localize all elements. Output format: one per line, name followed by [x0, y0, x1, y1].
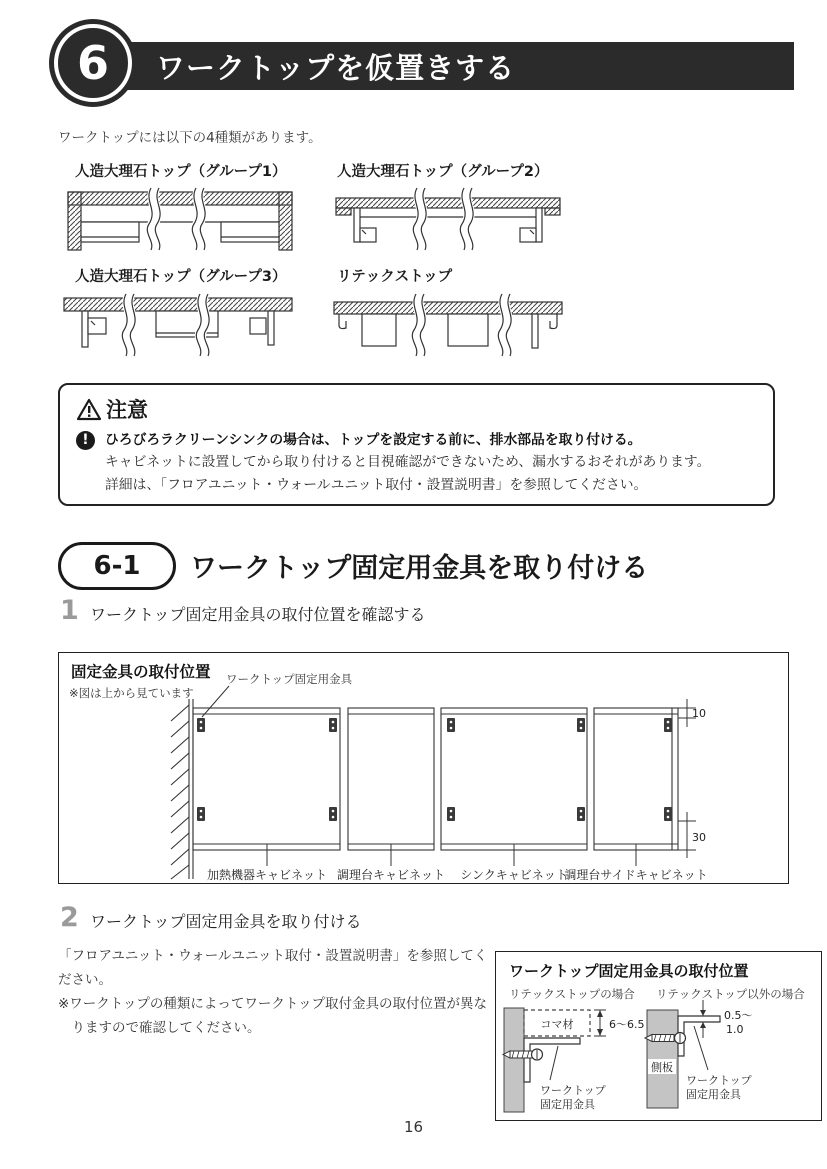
bracket-label-right-1: ワークトップ: [686, 1074, 752, 1087]
worktop-cross-section-group3: [58, 292, 298, 364]
bracket-label-right-2: 固定用金具: [686, 1088, 741, 1101]
mounting-position-diagram: [496, 952, 820, 1119]
section-title: ワークトップ固定用金具を取り付ける: [190, 553, 649, 584]
mandatory-icon: !: [76, 431, 95, 450]
chapter-number: 6: [76, 36, 109, 90]
warning-triangle-icon: [76, 398, 102, 421]
dim2-label-b: 1.0: [726, 1023, 744, 1036]
body-text: [58, 944, 488, 1040]
step2-number: 2: [60, 902, 79, 933]
dim-top-label: 10: [692, 707, 706, 720]
section-number-pill: [58, 542, 176, 590]
caution-line-1: ひろびろラクリーンシンクの場合は、トップを設定する前に、排水部品を取り付ける。: [105, 432, 642, 448]
body-paragraph-2: ※ワークトップの種類によってワークトップ取付金具の取付位置が異なりますので確認してください。: [58, 996, 488, 1037]
bracket-label-left-2: 固定用金具: [540, 1098, 595, 1111]
dim-bottom-label: 30: [692, 831, 706, 844]
caution-text: [105, 429, 710, 496]
step1-text: ワークトップ固定用金具の取付位置を確認する: [90, 605, 426, 624]
worktop-cross-section-litex: [328, 292, 568, 364]
step2-text: ワークトップ固定用金具を取り付ける: [90, 912, 362, 931]
bracket-callout-label: ワークトップ固定用金具: [226, 672, 353, 686]
cabinet-label-4: 調理台サイドキャビネット: [564, 868, 708, 882]
section-number: 6-1: [93, 551, 141, 581]
intro-text: ワークトップには以下の4種類があります。: [58, 130, 322, 146]
caution-line-2: キャビネットに設置してから取り付けると目視確認ができないため、漏水するおそれがあります。: [105, 454, 711, 471]
fixing-position-diagram-box: [58, 652, 789, 884]
body-paragraph-1: 「フロアユニット・ウォールユニット取付・設置説明書」を参照してください。: [58, 948, 488, 989]
fixing-diagram-note: ※図は上から見ています: [69, 686, 194, 700]
caution-title: 注意: [106, 398, 148, 422]
worktop-type-label-group3: 人造大理石トップ（グループ3）: [75, 269, 287, 285]
cabinet-label-3: シンクキャビネット: [460, 868, 568, 882]
worktop-type-label-litex: リテックストップ: [337, 269, 453, 285]
step1-number: 1: [60, 595, 79, 626]
bracket-label-left-1: ワークトップ: [540, 1084, 606, 1097]
mounting-position-box: [495, 951, 822, 1121]
worktop-cross-section-group2: [328, 186, 568, 258]
chapter-title-banner: [92, 42, 794, 90]
side-panel-label: 側板: [651, 1061, 673, 1074]
worktop-type-label-group1: 人造大理石トップ（グループ1）: [75, 164, 287, 180]
fixing-bracket-left: [524, 1038, 580, 1082]
mount-box-title: ワークトップ固定用金具の取付位置: [509, 962, 749, 980]
dim1-label: 6〜6.5: [609, 1018, 645, 1031]
cabinet-label-1: 加熱機器キャビネット: [206, 868, 328, 882]
caution-title-row: [76, 394, 757, 424]
mount-case-other: リテックストップ以外の場合: [656, 987, 805, 1001]
dim2-label-a: 0.5〜: [724, 1009, 753, 1022]
page-number: 16: [403, 1118, 424, 1136]
caution-box: [58, 383, 775, 506]
caution-line-3: 詳細は、「フロアユニット・ウォールユニット取付・設置説明書」を参照してください。: [105, 476, 648, 493]
cabinet-label-2: 調理台キャビネット: [336, 868, 446, 882]
worktop-type-label-group2: 人造大理石トップ（グループ2）: [337, 164, 549, 180]
mount-case-litex: リテックストップの場合: [509, 987, 635, 1001]
koma-label: コマ材: [540, 1018, 574, 1031]
worktop-cross-section-group1: [60, 186, 300, 258]
chapter-number-badge: [54, 24, 132, 102]
fixing-diagram-title: 固定金具の取付位置: [71, 663, 211, 681]
chapter-title: ワークトップを仮置きする: [156, 50, 516, 85]
caution-body: [76, 429, 757, 496]
fixing-position-diagram: [59, 653, 787, 882]
